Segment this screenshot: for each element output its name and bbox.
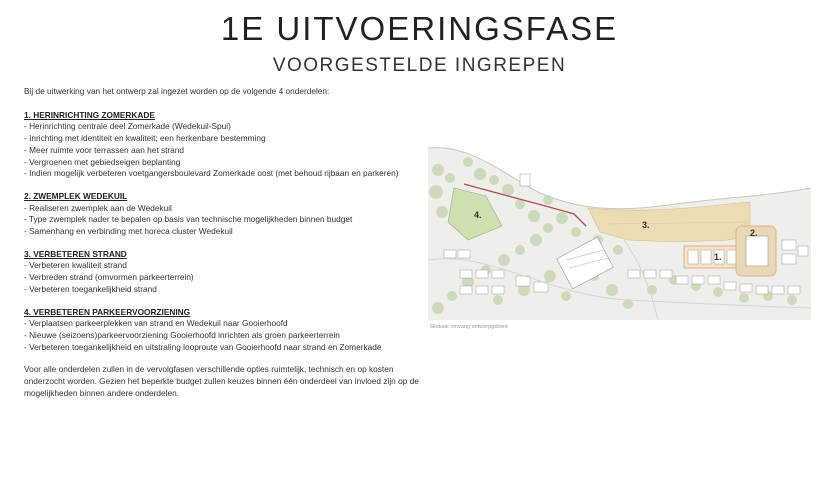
bullet-list <box>24 203 424 238</box>
bullet-list <box>24 260 424 295</box>
map-label-2: 2. <box>750 228 758 238</box>
section-heading: 4. VERBETEREN PARKEERVOORZIENING <box>24 306 191 317</box>
list-item: - Verbeteren toegankelijkheid strand <box>24 283 157 294</box>
list-item: - Samenhang en verbinding met horeca cluster Wedekuil <box>24 226 233 237</box>
list-item: - Herinrichting centrale deel Zomerkade (Wedekuil-Spui) <box>24 121 231 132</box>
building-upper <box>520 174 530 186</box>
content-column <box>24 86 424 399</box>
list-item: - Verplaatsen parkeerplekken van strand en Wedekuil naar Gooierhoofd <box>24 318 288 329</box>
list-item: - Verbreden strand (omvormen parkeerterrein) <box>24 272 194 283</box>
section-verbeteren-parkeervoorziening <box>24 307 424 354</box>
site-plan-svg <box>428 100 811 320</box>
list-item: - Vergroenen met gebiedseigen beplanting <box>24 156 181 167</box>
bullet-list <box>24 121 424 180</box>
section-heading: 1. HERINRICHTING ZOMERKADE <box>24 109 155 120</box>
page-title: 1E UITVOERINGSFASE <box>220 10 619 47</box>
list-item: - Meer ruimte voor terrassen aan het strand <box>24 144 185 155</box>
map-label-1: 1. <box>714 252 722 262</box>
section-heading: 3. VERBETEREN STRAND <box>24 248 127 259</box>
page-subtitle: VOORGESTELDE INGREPEN <box>272 55 567 76</box>
list-item: - Inrichting met identiteit en kwaliteit; een herkenbare bestemming <box>24 133 266 144</box>
intro-text: Bij de uitwerking van het ontwerp zal ingezet worden op de volgende 4 onderdelen: <box>24 86 330 96</box>
list-item: - Indien mogelijk verbeteren voetgangersboulevard Zomerkade oost (met behoud rijbaan en parkeren) <box>24 168 399 179</box>
map-label-4: 4. <box>474 210 482 220</box>
map-caption: Globale omvang ontwerpgebied <box>430 324 508 330</box>
list-item: - Realiseren zwemplek aan de Wedekuil <box>24 202 172 213</box>
list-item: - Nieuwe (seizoens)parkeervoorziening Gooierhoofd inrichten als groen parkeerterrein <box>24 329 340 340</box>
map-label-3: 3. <box>642 220 650 230</box>
outro-text: Voor alle onderdelen zullen in de vervolgfasen verschillende opties ruimtelijk, technisch en op kosten onderzocht worden. Gezien het beperkte budget zullen keuzes binnen één onderdeel van invloed zijn op de mogelijkheden binnen andere onderdelen. <box>24 364 419 398</box>
section-zwemplek-wedekuil <box>24 191 424 238</box>
section-heading: 2. ZWEMPLEK WEDEKUIL <box>24 190 128 201</box>
section-herinrichting-zomerkade <box>24 110 424 180</box>
wedekuil-basin <box>746 236 768 266</box>
list-item: - Verbeteren toegankelijkheid en uitstraling looproute van Gooierhoofd naar strand en Zomerkade <box>24 341 382 352</box>
list-item: - Verbeteren kwaliteit strand <box>24 260 127 271</box>
bullet-list <box>24 318 424 353</box>
site-plan-map <box>428 100 811 320</box>
list-item: - Type zwemplek nader te bepalen op basis van technische mogelijkheden binnen budget <box>24 214 353 225</box>
section-verbeteren-strand <box>24 249 424 296</box>
